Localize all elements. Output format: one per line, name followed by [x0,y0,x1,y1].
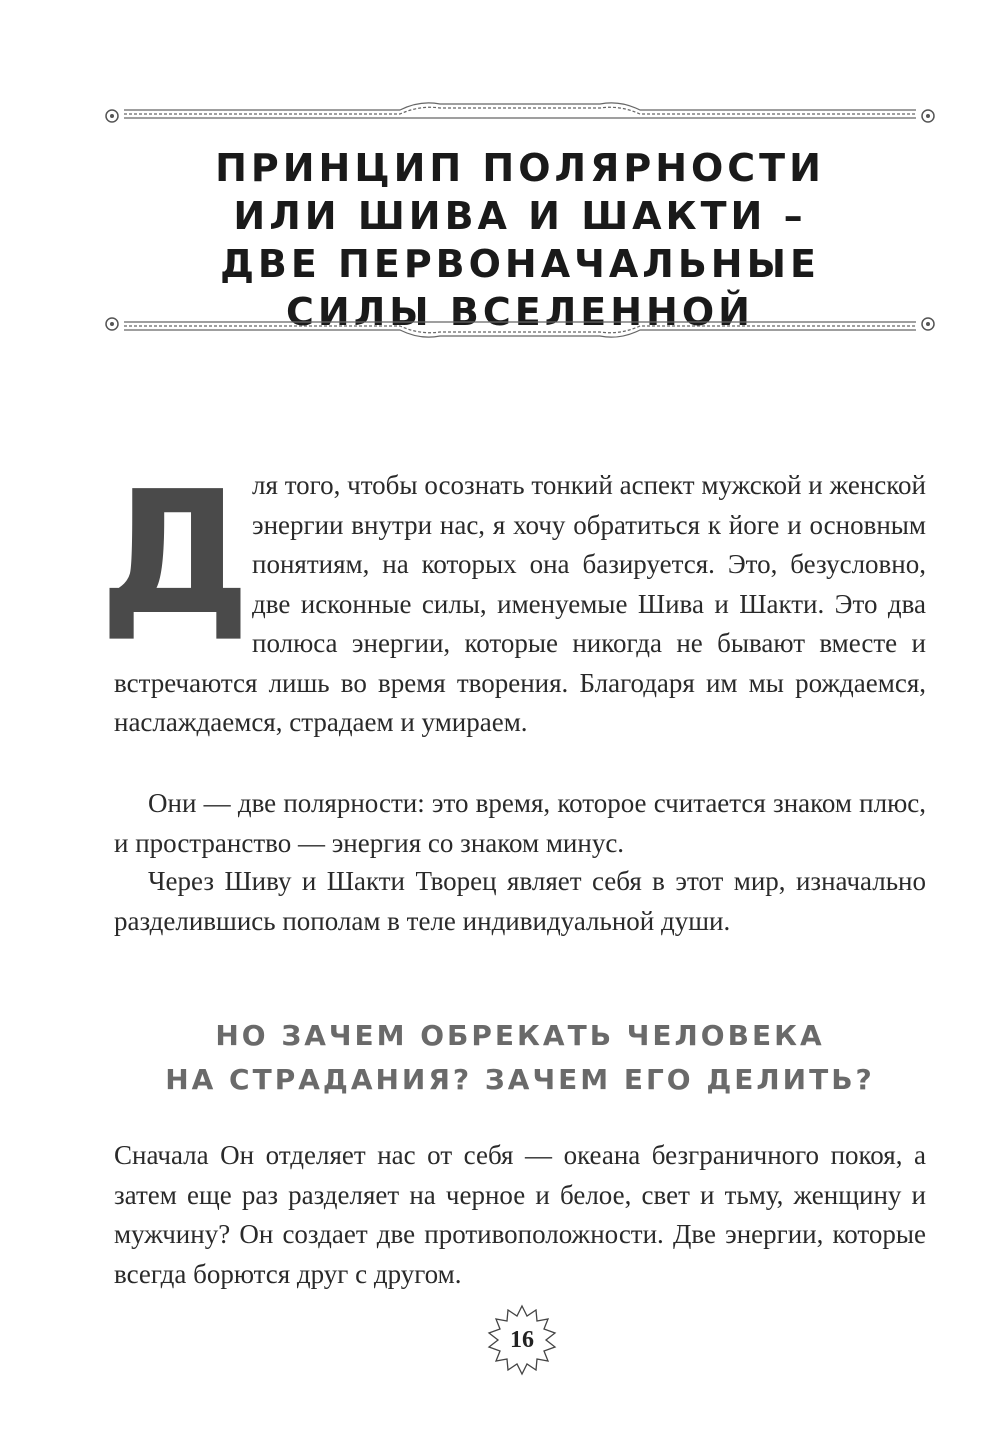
drop-cap [99,455,251,653]
subheading-line: НА СТРАДАНИЯ? ЗАЧЕМ ЕГО ДЕЛИТЬ? [165,1063,875,1096]
section-subheading [150,1014,890,1102]
chapter-title-line: ПРИНЦИП ПОЛЯРНОСТИ [215,146,825,190]
body-paragraph: Они — две полярности: это время, которое считается знаком плюс, и пространство — энергия со знаком минус. [114,788,926,858]
bottom-ornament-divider [100,304,940,344]
intro-paragraph-text: ля того, чтобы осознать тонкий аспект мужской и женской энергии внутри нас, я хочу обратиться к йоге и основным понятиям, на которых она базируется. Это, безусловно, две исконные силы, именуемые Шива и Шакти. Это два полюса энергии, которые никогда не бывают вместе и встречаются лишь во время творения. Благодаря им мы рождаемся, наслаждаемся, страдаем и умираем. [114,470,926,737]
chapter-title-line: СИЛЫ ВСЕЛЕННОЙ [286,290,754,334]
subheading-line: НО ЗАЧЕМ ОБРЕКАТЬ ЧЕЛОВЕКА [215,1019,825,1052]
drop-cap-letter: Д [99,455,251,653]
top-ornament-divider [100,96,940,136]
chapter-title-line: ИЛИ ШИВА И ШАКТИ – [233,194,807,238]
chapter-title-line: ДВЕ ПЕРВОНАЧАЛЬНЫЕ [220,242,820,286]
page-number: 16 [510,1327,534,1353]
intro-paragraph [99,455,926,743]
page-number-badge [484,1302,560,1378]
body-paragraph: Через Шиву и Шакти Творец являет себя в этот мир, изначально разделившись пополам в теле индивидуальной души. [114,866,926,936]
closing-paragraph: Сначала Он отделяет нас от себя — океана безграничного покоя, а затем еще раз разделяет на черное и белое, свет и тьму, женщину и мужчину? Он создает две противоположности. Две энергии, которые всегда борются друг с другом. [114,1140,926,1289]
